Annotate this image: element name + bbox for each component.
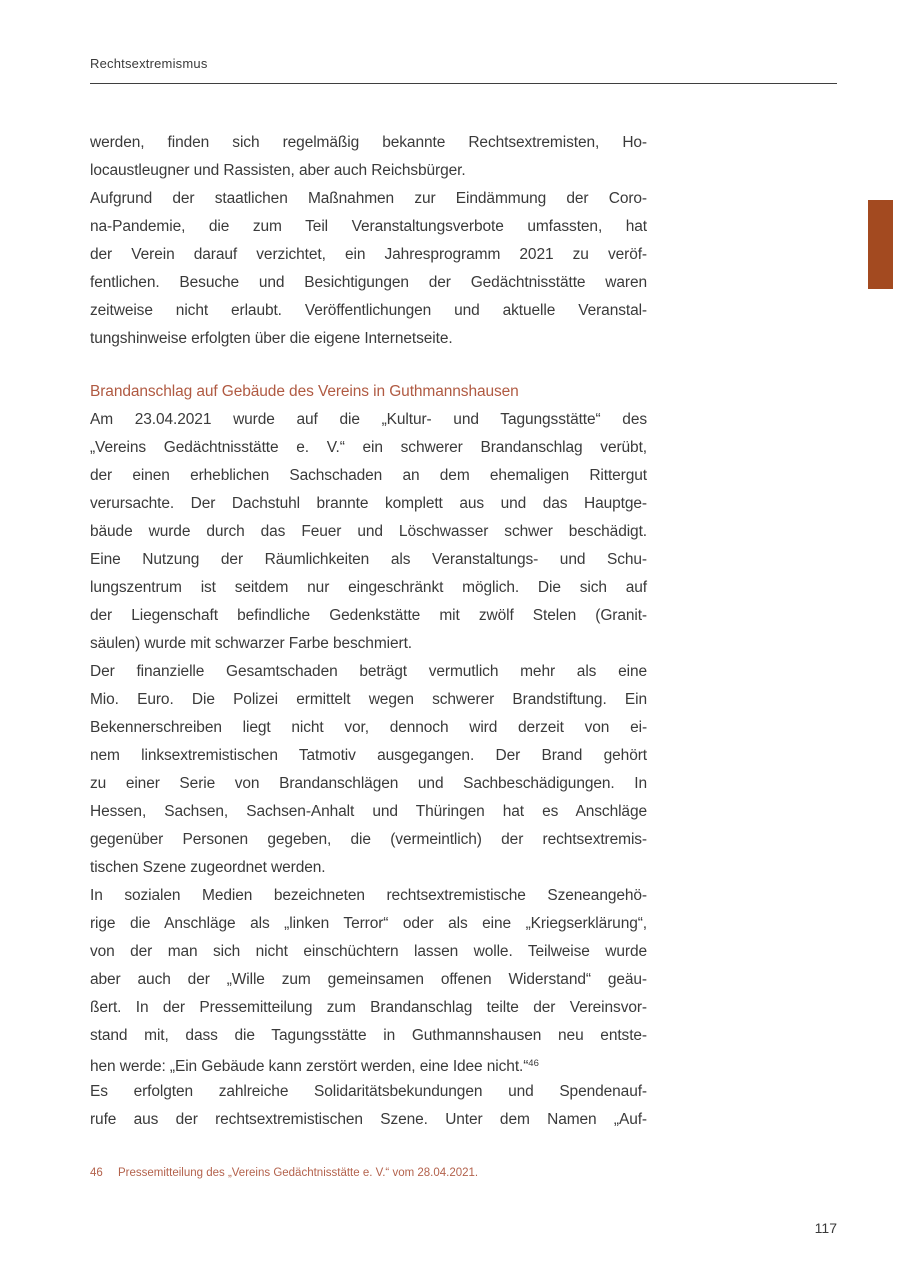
body-line: tischen Szene zugeordnet werden. bbox=[90, 859, 326, 876]
body-line: Am 23.04.2021 wurde auf die „Kultur- und Tagungsstätte“ des bbox=[90, 411, 647, 428]
body-line: nem linksextremistischen Tatmotiv ausgegangen. Der Brand gehört bbox=[90, 747, 647, 764]
body-line: locaustleugner und Rassisten, aber auch Reichsbürger. bbox=[90, 162, 466, 179]
body-line: rige die Anschläge als „linken Terror“ oder als eine „Kriegserklärung“, bbox=[90, 915, 647, 932]
body-line: Der finanzielle Gesamtschaden beträgt vermutlich mehr als eine bbox=[90, 663, 647, 680]
footnote-ref: 46 bbox=[528, 1058, 539, 1069]
footnote-number: 46 bbox=[90, 1167, 103, 1179]
body-line: Eine Nutzung der Räumlichkeiten als Veranstaltungs- und Schu- bbox=[90, 551, 647, 568]
body-line: der einen erheblichen Sachschaden an dem ehemaligen Rittergut bbox=[90, 467, 647, 484]
body-line: Aufgrund der staatlichen Maßnahmen zur Eindämmung der Coro- bbox=[90, 190, 647, 207]
body-line: na-Pandemie, die zum Teil Veranstaltungsverbote umfassten, hat bbox=[90, 218, 647, 235]
body-line: säulen) wurde mit schwarzer Farbe beschmiert. bbox=[90, 635, 412, 652]
body-line: gegenüber Personen gegeben, die (vermeintlich) der rechtsextremis- bbox=[90, 831, 647, 848]
body-line: Mio. Euro. Die Polizei ermittelt wegen schwerer Brandstiftung. Ein bbox=[90, 691, 647, 708]
body-line: zeitweise nicht erlaubt. Veröffentlichungen und aktuelle Veranstal- bbox=[90, 302, 647, 319]
body-line: der Verein darauf verzichtet, ein Jahresprogramm 2021 zu veröf- bbox=[90, 246, 647, 263]
footnote bbox=[90, 1166, 690, 1181]
body-line: der Liegenschaft befindliche Gedenkstätte mit zwölf Stelen (Granit- bbox=[90, 607, 647, 624]
body-line: rufe aus der rechtsextremistischen Szene. Unter dem Namen „Auf- bbox=[90, 1111, 647, 1128]
body-line: ßert. In der Pressemitteilung zum Brandanschlag teilte der Vereinsvor- bbox=[90, 999, 647, 1016]
body-text bbox=[90, 129, 647, 1134]
body-line: werden, finden sich regelmäßig bekannte Rechtsextremisten, Ho- bbox=[90, 134, 647, 151]
chapter-tab-marker bbox=[868, 200, 893, 289]
body-line: hen werde: „Ein Gebäude kann zerstört werden, eine Idee nicht.“$^{46}$ bbox=[90, 1058, 539, 1075]
body-line: tungshinweise erfolgten über die eigene Internetseite. bbox=[90, 330, 453, 347]
body-line: verursachte. Der Dachstuhl brannte komplett aus und das Hauptge- bbox=[90, 495, 647, 512]
body-line: „Vereins Gedächtnisstätte e. V.“ ein schwerer Brandanschlag verübt, bbox=[90, 439, 647, 456]
header-rule bbox=[90, 83, 837, 84]
body-line: von der man sich nicht einschüchtern lassen wolle. Teilweise wurde bbox=[90, 943, 647, 960]
running-header: Rechtsextremismus bbox=[90, 56, 208, 71]
body-line: lungszentrum ist seitdem nur eingeschränkt möglich. Die sich auf bbox=[90, 579, 647, 596]
section-spacer bbox=[90, 353, 647, 378]
body-line: Bekennerschreiben liegt nicht vor, dennoch wird derzeit von ei- bbox=[90, 719, 647, 736]
footnote-text: Pressemitteilung des „Vereins Gedächtnisstätte e. V.“ vom 28.04.2021. bbox=[118, 1167, 479, 1179]
body-line: In sozialen Medien bezeichneten rechtsextremistische Szeneangehö- bbox=[90, 887, 647, 904]
body-line: stand mit, dass die Tagungsstätte in Guthmannshausen neu entste- bbox=[90, 1027, 647, 1044]
body-line: fentlichen. Besuche und Besichtigungen der Gedächtnisstätte waren bbox=[90, 274, 647, 291]
body-line: bäude wurde durch das Feuer und Löschwasser schwer beschädigt. bbox=[90, 523, 647, 540]
body-line: Es erfolgten zahlreiche Solidaritätsbekundungen und Spendenauf- bbox=[90, 1083, 647, 1100]
section-heading: Brandanschlag auf Gebäude des Vereins in Guthmannshausen bbox=[90, 383, 519, 400]
body-line: Hessen, Sachsen, Sachsen-Anhalt und Thüringen hat es Anschläge bbox=[90, 803, 647, 820]
page-number: 117 bbox=[814, 1220, 837, 1236]
body-line: zu einer Serie von Brandanschlägen und Sachbeschädigungen. In bbox=[90, 775, 647, 792]
body-line: aber auch der „Wille zum gemeinsamen offenen Widerstand“ geäu- bbox=[90, 971, 647, 988]
